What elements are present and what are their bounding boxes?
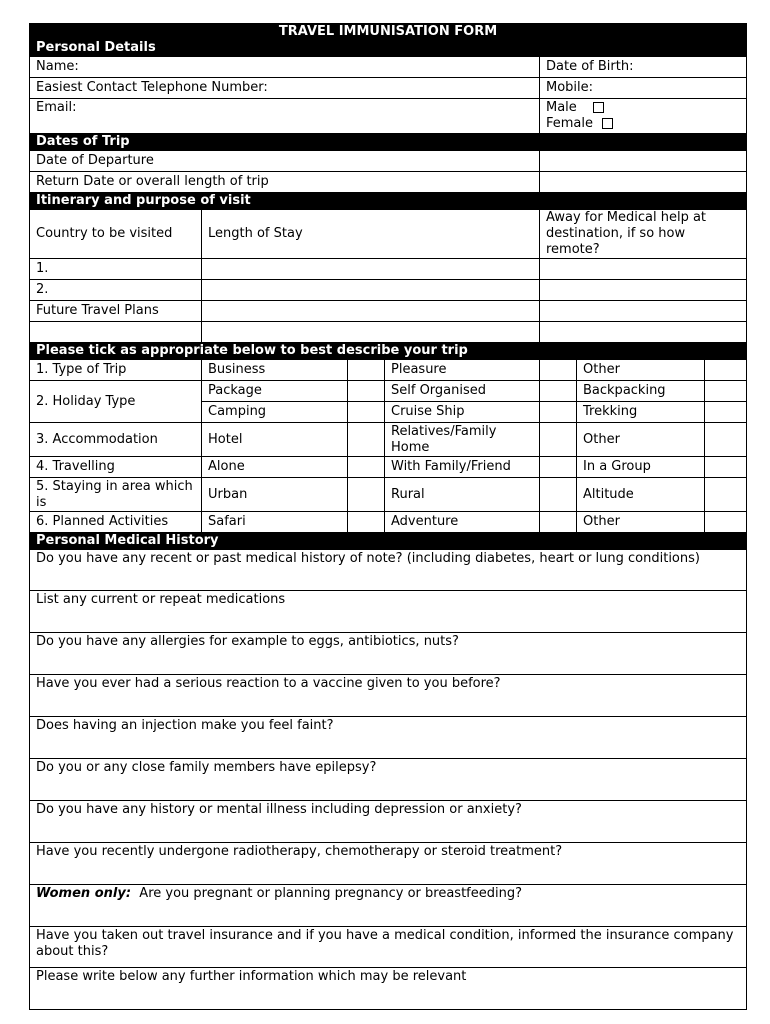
tick-box[interactable] [348,512,385,533]
question-text: Do you or any close family members have epilepsy? [36,760,377,775]
tick-box[interactable] [348,478,385,512]
itinerary-stay-2[interactable] [202,280,540,301]
form-title: TRAVEL IMMUNISATION FORM [278,24,498,39]
option-label: Altitude [577,478,705,512]
tick-box[interactable] [540,478,577,512]
mobile-field[interactable] [540,78,747,99]
option-label: Alone [202,457,348,478]
dob-field[interactable] [540,57,747,78]
travel-immunisation-form [29,23,746,1010]
question-treatment[interactable] [30,843,747,885]
option-label: Business [202,360,348,381]
question-vaccine-reaction[interactable] [30,675,747,717]
option-label: Adventure [385,512,540,533]
option-label: Backpacking [577,381,705,402]
question-further-info[interactable] [30,968,747,1010]
question-text: Have you recently undergone radiotherapy, chemotherapy or steroid treatment? [36,844,563,859]
dates-heading: Dates of Trip [30,134,747,151]
future-travel-label: Future Travel Plans [30,301,202,322]
form-table [29,23,747,1010]
question-text: Have you taken out travel insurance and if you have a medical condition, informed the insurance company about this? [36,928,734,959]
option-label: Package [202,381,348,402]
option-label: Relatives/Family Home [385,423,540,457]
country-header: Country to be visited [30,210,202,259]
tick-box[interactable] [705,381,747,402]
personal-details-heading: Personal Details [36,40,156,55]
trip-row-label: 3. Accommodation [30,423,202,457]
question-insurance[interactable] [30,927,747,968]
question-medical-history[interactable] [30,550,747,591]
option-label: Rural [385,478,540,512]
tick-box[interactable] [705,512,747,533]
future-travel-extra[interactable] [540,301,747,322]
departure-input[interactable] [540,151,747,172]
option-label: Cruise Ship [385,402,540,423]
option-label: In a Group [577,457,705,478]
itinerary-row-1[interactable]: 1. [30,259,202,280]
question-medications[interactable] [30,591,747,633]
tick-box[interactable] [540,381,577,402]
option-label: Other [577,423,705,457]
name-field[interactable] [30,57,540,78]
trip-row-label: 1. Type of Trip [30,360,202,381]
option-label: With Family/Friend [385,457,540,478]
option-label: Other [577,360,705,381]
question-mental-illness[interactable] [30,801,747,843]
male-checkbox[interactable] [593,102,604,113]
question-text: Please write below any further information which may be relevant [36,969,467,984]
itinerary-blank-row[interactable] [30,322,202,343]
dob-label: Date of Birth: [546,59,634,74]
question-allergies[interactable] [30,633,747,675]
female-label: Female [546,116,594,131]
medical-help-header: Away for Medical help at destination, if so how remote? [540,210,747,259]
question-text: Do you have any recent or past medical history of note? (including diabetes, heart or lung conditions) [36,551,700,566]
option-label: Safari [202,512,348,533]
phone-label: Easiest Contact Telephone Number: [36,80,268,95]
trip-heading: Please tick as appropriate below to best describe your trip [30,343,747,360]
tick-box[interactable] [540,360,577,381]
tick-box[interactable] [348,457,385,478]
tick-box[interactable] [348,360,385,381]
trip-row-label: 5. Staying in area which is [30,478,202,512]
itinerary-medical-1[interactable] [540,259,747,280]
sex-field [540,99,747,134]
trip-row-label: 4. Travelling [30,457,202,478]
itinerary-stay-1[interactable] [202,259,540,280]
question-text: Do you have any allergies for example to eggs, antibiotics, nuts? [36,634,459,649]
tick-box[interactable] [705,360,747,381]
question-text: Are you pregnant or planning pregnancy or breastfeeding? [139,886,522,901]
stay-header: Length of Stay [202,210,540,259]
tick-box[interactable] [540,457,577,478]
tick-box[interactable] [705,402,747,423]
female-checkbox[interactable] [602,118,613,129]
itinerary-heading: Itinerary and purpose of visit [30,193,747,210]
question-text: List any current or repeat medications [36,592,286,607]
tick-box[interactable] [348,423,385,457]
itinerary-blank-cell[interactable] [540,322,747,343]
itinerary-medical-2[interactable] [540,280,747,301]
question-epilepsy[interactable] [30,759,747,801]
tick-box[interactable] [348,381,385,402]
male-label: Male [546,100,577,115]
return-label: Return Date or overall length of trip [30,172,540,193]
option-label: Trekking [577,402,705,423]
tick-box[interactable] [540,402,577,423]
tick-box[interactable] [348,402,385,423]
trip-row-label: 6. Planned Activities [30,512,202,533]
departure-label: Date of Departure [30,151,540,172]
option-label: Pleasure [385,360,540,381]
future-travel-input[interactable] [202,301,540,322]
trip-row-label: 2. Holiday Type [30,381,202,423]
question-text: Do you have any history or mental illness including depression or anxiety? [36,802,522,817]
email-label: Email: [36,100,77,115]
women-only-label: Women only: [36,886,132,901]
question-text: Does having an injection make you feel faint? [36,718,334,733]
option-label: Urban [202,478,348,512]
tick-box[interactable] [540,423,577,457]
itinerary-row-2[interactable]: 2. [30,280,202,301]
tick-box[interactable] [705,457,747,478]
phone-field[interactable] [30,78,540,99]
option-label: Hotel [202,423,348,457]
option-label: Camping [202,402,348,423]
return-input[interactable] [540,172,747,193]
itinerary-blank-cell[interactable] [202,322,540,343]
email-field[interactable] [30,99,540,134]
name-label: Name: [36,59,79,74]
tick-box[interactable] [705,423,747,457]
option-label: Self Organised [385,381,540,402]
tick-box[interactable] [705,478,747,512]
question-pregnancy[interactable] [30,885,747,927]
option-label: Other [577,512,705,533]
medical-heading: Personal Medical History [30,533,747,550]
mobile-label: Mobile: [546,80,594,95]
question-injection-faint[interactable] [30,717,747,759]
tick-box[interactable] [540,512,577,533]
question-text: Have you ever had a serious reaction to a vaccine given to you before? [36,676,501,691]
